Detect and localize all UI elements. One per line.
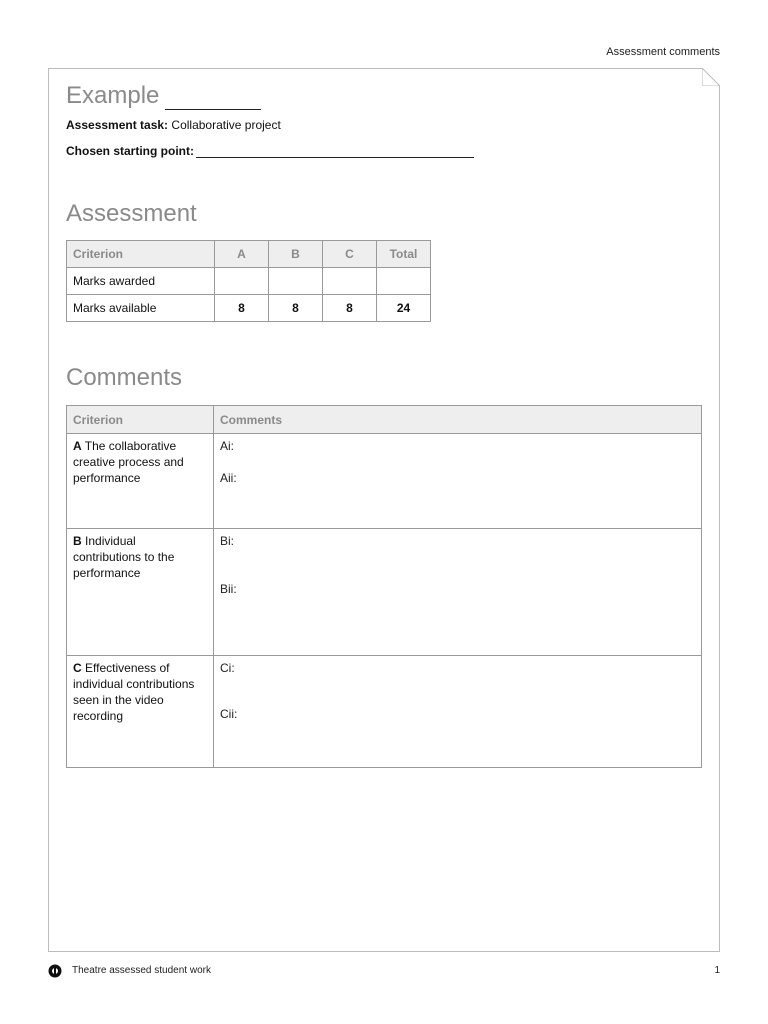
marks-available-total: 24 [377, 295, 431, 322]
comment-aii-label: Aii: [220, 471, 237, 485]
footer-text: Theatre assessed student work [72, 965, 211, 976]
starting-point-label: Chosen starting point: [66, 144, 194, 158]
comments-table [66, 405, 702, 768]
comments-col-criterion: Criterion [67, 406, 214, 434]
example-title: Example [66, 82, 261, 110]
marks-awarded-a[interactable] [215, 268, 269, 295]
marks-available-b: 8 [269, 295, 323, 322]
criterion-c-letter: C [73, 661, 82, 675]
criterion-b-comments[interactable] [214, 529, 702, 656]
assessment-task-line [66, 118, 281, 132]
ib-logo-icon [48, 964, 62, 978]
page-number: 1 [714, 965, 720, 976]
page-footer [48, 964, 720, 980]
table-row [67, 656, 702, 768]
marks-awarded-total[interactable] [377, 268, 431, 295]
assessment-title: Assessment [66, 200, 197, 227]
marks-table [66, 240, 431, 322]
criterion-c-cell [67, 656, 214, 768]
assessment-task-label: Assessment task: [66, 118, 169, 132]
marks-col-total: Total [377, 241, 431, 268]
marks-awarded-b[interactable] [269, 268, 323, 295]
criterion-b-cell [67, 529, 214, 656]
table-row [67, 295, 431, 322]
marks-available-c: 8 [323, 295, 377, 322]
comment-bii-label: Bii: [220, 582, 237, 596]
starting-point-blank[interactable] [196, 145, 474, 158]
marks-col-criterion: Criterion [67, 241, 215, 268]
comment-ci-label: Ci: [220, 661, 235, 675]
criterion-a-cell [67, 434, 214, 529]
marks-col-a: A [215, 241, 269, 268]
table-row [67, 529, 702, 656]
criterion-c-text: Effectiveness of individual contributions seen in the video recording [73, 661, 195, 723]
marks-col-b: B [269, 241, 323, 268]
example-name-line [165, 87, 261, 110]
marks-available-label: Marks available [67, 295, 215, 322]
criterion-b-letter: B [73, 534, 82, 548]
criterion-a-letter: A [73, 439, 82, 453]
marks-available-a: 8 [215, 295, 269, 322]
assessment-task-value: Collaborative project [171, 118, 281, 132]
criterion-a-comments[interactable] [214, 434, 702, 529]
folded-corner-icon [702, 68, 720, 86]
table-row [67, 268, 431, 295]
criterion-a-text: The collaborative creative process and performance [73, 439, 184, 485]
marks-col-c: C [323, 241, 377, 268]
comments-title: Comments [66, 364, 183, 391]
marks-awarded-c[interactable] [323, 268, 377, 295]
table-row [67, 434, 702, 529]
comment-cii-label: Cii: [220, 707, 238, 721]
comment-bi-label: Bi: [220, 534, 235, 548]
comments-header-row [67, 406, 702, 434]
criterion-b-text: Individual contributions to the performance [73, 534, 175, 580]
marks-awarded-label: Marks awarded [67, 268, 215, 295]
marks-header-row [67, 241, 431, 268]
page-header-title: Assessment comments [606, 46, 720, 58]
starting-point-line [66, 144, 474, 158]
criterion-c-comments[interactable] [214, 656, 702, 768]
comments-col-comments: Comments [214, 406, 702, 434]
comment-ai-label: Ai: [220, 439, 235, 453]
